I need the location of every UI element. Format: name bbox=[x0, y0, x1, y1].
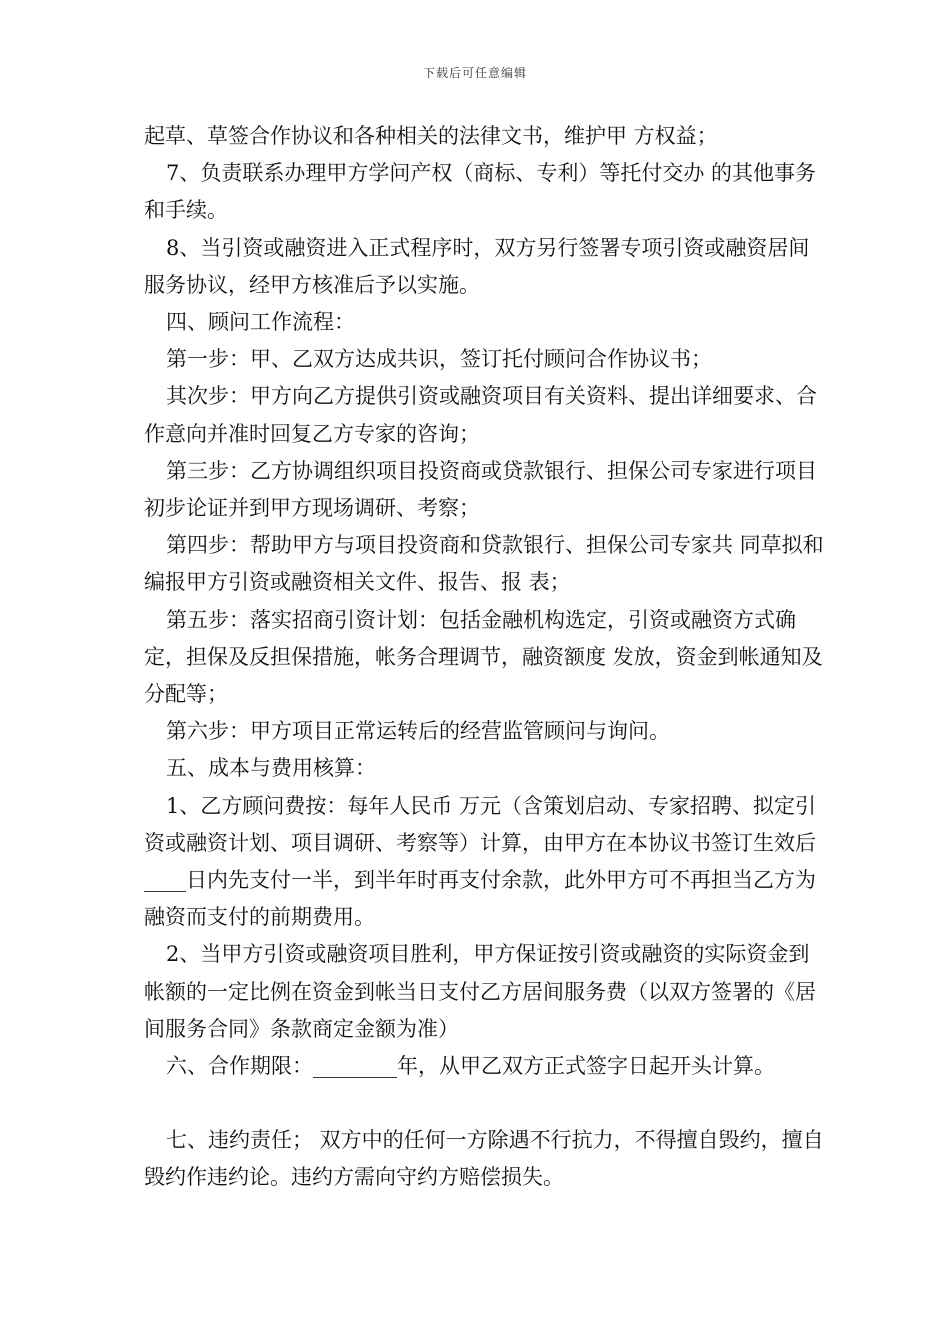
section-heading-costs: 五、成本与费用核算： bbox=[166, 756, 376, 781]
paragraph-item-8: 8、当引资或融资进入正式程序时，双方另行签署专项引资或融资居间服务协议，经甲方核准后予以实施。 bbox=[144, 235, 810, 297]
paragraph-item-7: 7、负责联系办理甲方学问产权（商标、专利）等托付交办 的其他事务和手续。 bbox=[144, 161, 817, 223]
section-breach-liability: 七、违约责任； 双方中的任何一方除遇不行抗力，不得擅自毁约，擅自毁约作违约论。违约方需向守约方赔偿损失。 bbox=[144, 1128, 824, 1190]
paragraph-drafting: 起草、草签合作协议和各种相关的法律文书，维护甲 方权益； bbox=[144, 124, 718, 148]
document-body bbox=[144, 118, 824, 1197]
paragraph-step-2: 其次步：甲方向乙方提供引资或融资项目有关资料、提出详细要求、合作意向并准时回复乙方专家的咨询； bbox=[144, 384, 817, 446]
paragraph-step-4: 第四步：帮助甲方与项目投资商和贷款银行、担保公司专家共 同草拟和编报甲方引资或融资相关文件、报告、报 表； bbox=[144, 533, 824, 595]
page-header: 下载后可任意编辑 bbox=[422, 66, 527, 80]
paragraph-step-6: 第六步：甲方项目正常运转后的经营监管顾问与询问。 bbox=[166, 719, 670, 744]
paragraph-step-1: 第一步：甲、乙双方达成共识，签订托付顾问合作协议书； bbox=[166, 347, 712, 372]
paragraph-step-3: 第三步：乙方协调组织项目投资商或贷款银行、担保公司专家进行项目初步论证并到甲方现场调研、考察； bbox=[144, 458, 817, 521]
paragraph-step-5: 第五步：落实招商引资计划：包括金融机构选定，引资或融资方式确定，担保及反担保措施，帐务合理调节，融资额度 发放，资金到帐通知及分配等； bbox=[144, 607, 823, 707]
paragraph-cost-1: 1、乙方顾问费按：每年人民币 万元（含策划启动、专家招聘、拟定引资或融资计划、项目调研、考察等）计算，由甲方在本协议书签订生效后____日内先支付一半，到半年时再支付余款，此外甲方可不再担当乙方为融资而支付的前期费用。 bbox=[144, 793, 817, 930]
section-heading-workflow: 四、顾问工作流程： bbox=[166, 310, 355, 335]
paragraph-cost-2: 2、当甲方引资或融资项目胜利，甲方保证按引资或融资的实际资金到帐额的一定比例在资金到帐当日支付乙方居间服务费（以双方签署的《居间服务合同》条款商定金额为准） bbox=[144, 942, 816, 1041]
section-cooperation-period: 六、合作期限：________年，从甲乙双方正式签字日起开头计算。 bbox=[166, 1054, 775, 1079]
blank-line bbox=[144, 1085, 824, 1122]
